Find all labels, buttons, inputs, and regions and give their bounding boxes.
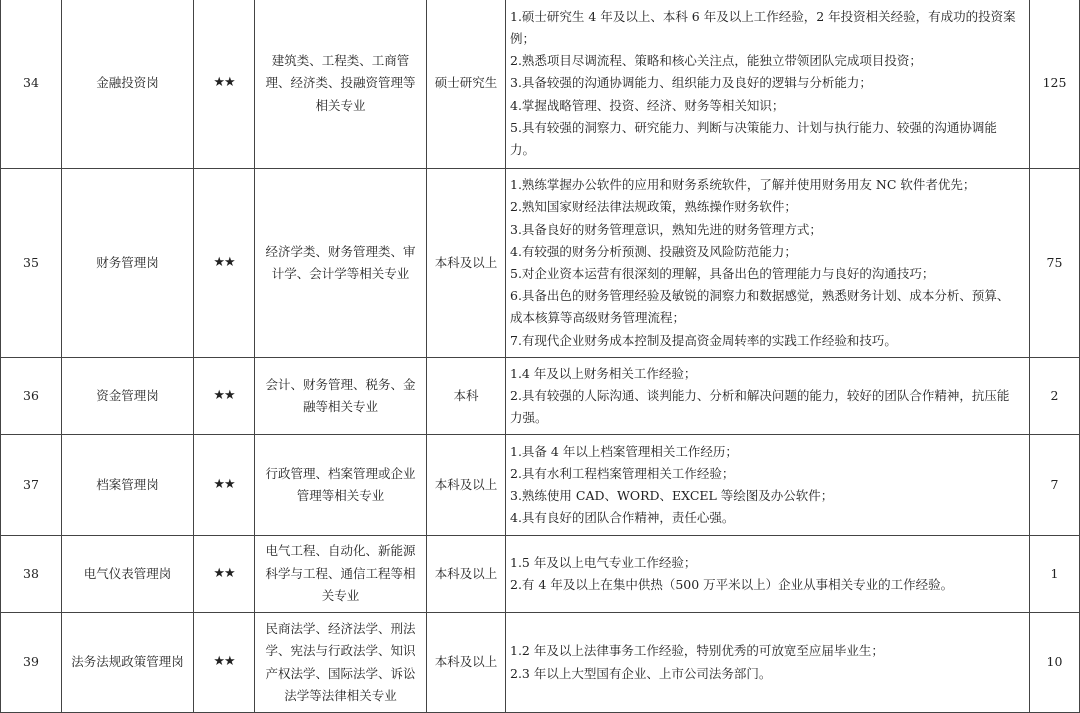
headcount: 10 [1030,613,1080,713]
headcount: 75 [1030,169,1080,358]
education-requirement: 本科及以上 [427,435,506,536]
job-requirements [506,358,1030,435]
headcount: 2 [1030,358,1080,435]
requirement-item: 1.熟练掌握办公软件的应用和财务系统软件，了解并使用财务用友 NC 软件者优先； [510,174,1021,196]
post-name: 财务管理岗 [62,169,194,358]
headcount: 125 [1030,0,1080,169]
level-stars: ★★ [194,169,255,358]
table-row [1,169,1080,358]
table-row [1,613,1080,713]
requirement-item: 3.熟练使用 CAD、WORD、EXCEL 等绘图及办公软件； [510,485,1021,507]
row-number: 37 [1,435,62,536]
requirement-item: 5.具有较强的洞察力、研究能力、判断与决策能力、计划与执行能力、较强的沟通协调能力。 [510,117,1021,161]
table-row [1,435,1080,536]
table-row [1,0,1080,169]
level-stars: ★★ [194,613,255,713]
requirement-item: 1.5 年及以上电气专业工作经验； [510,552,1021,574]
education-requirement: 本科 [427,358,506,435]
education-requirement: 本科及以上 [427,536,506,613]
major-requirement: 行政管理、档案管理或企业管理等相关专业 [255,435,427,536]
row-number: 38 [1,536,62,613]
headcount: 1 [1030,536,1080,613]
row-number: 36 [1,358,62,435]
job-requirements [506,0,1030,169]
requirement-item: 1.4 年及以上财务相关工作经验； [510,363,1021,385]
table-row [1,358,1080,435]
requirement-item: 2.具有水利工程档案管理相关工作经验； [510,463,1021,485]
requirement-item: 4.具有良好的团队合作精神，责任心强。 [510,507,1021,529]
job-requirements [506,536,1030,613]
level-stars: ★★ [194,536,255,613]
major-requirement: 会计、财务管理、税务、金融等相关专业 [255,358,427,435]
major-requirement: 建筑类、工程类、工商管理、经济类、投融资管理等相关专业 [255,0,427,169]
row-number: 39 [1,613,62,713]
requirement-item: 1.硕士研究生 4 年及以上、本科 6 年及以上工作经验，2 年投资相关经验，有成功的投资案例； [510,6,1021,50]
requirement-item: 6.具备出色的财务管理经验及敏锐的洞察力和数据感觉，熟悉财务计划、成本分析、预算、成本核算等高级财务管理流程； [510,285,1021,329]
requirement-item: 2.熟悉项目尽调流程、策略和核心关注点，能独立带领团队完成项目投资； [510,50,1021,72]
requirement-item: 2.熟知国家财经法律法规政策，熟练操作财务软件； [510,196,1021,218]
post-name: 档案管理岗 [62,435,194,536]
post-name: 资金管理岗 [62,358,194,435]
education-requirement: 本科及以上 [427,613,506,713]
level-stars: ★★ [194,435,255,536]
major-requirement: 民商法学、经济法学、刑法学、宪法与行政法学、知识产权法学、国际法学、诉讼法学等法律相关专业 [255,613,427,713]
major-requirement: 电气工程、自动化、新能源科学与工程、通信工程等相关专业 [255,536,427,613]
requirement-item: 1.具备 4 年以上档案管理相关工作经历； [510,441,1021,463]
row-number: 35 [1,169,62,358]
requirement-item: 4.掌握战略管理、投资、经济、财务等相关知识； [510,95,1021,117]
post-name: 金融投资岗 [62,0,194,169]
major-requirement: 经济学类、财务管理类、审计学、会计学等相关专业 [255,169,427,358]
job-requirements [506,169,1030,358]
table-row [1,536,1080,613]
job-requirements [506,435,1030,536]
education-requirement: 硕士研究生 [427,0,506,169]
level-stars: ★★ [194,358,255,435]
education-requirement: 本科及以上 [427,169,506,358]
requirement-item: 1.2 年及以上法律事务工作经验，特别优秀的可放宽至应届毕业生； [510,640,1021,662]
post-name: 电气仪表管理岗 [62,536,194,613]
headcount: 7 [1030,435,1080,536]
requirement-item: 2.3 年以上大型国有企业、上市公司法务部门。 [510,663,1021,685]
requirement-item: 2.具有较强的人际沟通、谈判能力、分析和解决问题的能力，较好的团队合作精神，抗压能力强。 [510,385,1021,429]
requirement-item: 7.有现代企业财务成本控制及提高资金周转率的实践工作经验和技巧。 [510,330,1021,352]
requirement-item: 2.有 4 年及以上在集中供热（500 万平米以上）企业从事相关专业的工作经验。 [510,574,1021,596]
requirement-item: 3.具备良好的财务管理意识，熟知先进的财务管理方式； [510,219,1021,241]
row-number: 34 [1,0,62,169]
level-stars: ★★ [194,0,255,169]
post-name: 法务法规政策管理岗 [62,613,194,713]
requirement-item: 5.对企业资本运营有很深刻的理解，具备出色的管理能力与良好的沟通技巧； [510,263,1021,285]
requirement-item: 4.有较强的财务分析预测、投融资及风险防范能力； [510,241,1021,263]
job-requirements [506,613,1030,713]
requirement-item: 3.具备较强的沟通协调能力、组织能力及良好的逻辑与分析能力； [510,72,1021,94]
